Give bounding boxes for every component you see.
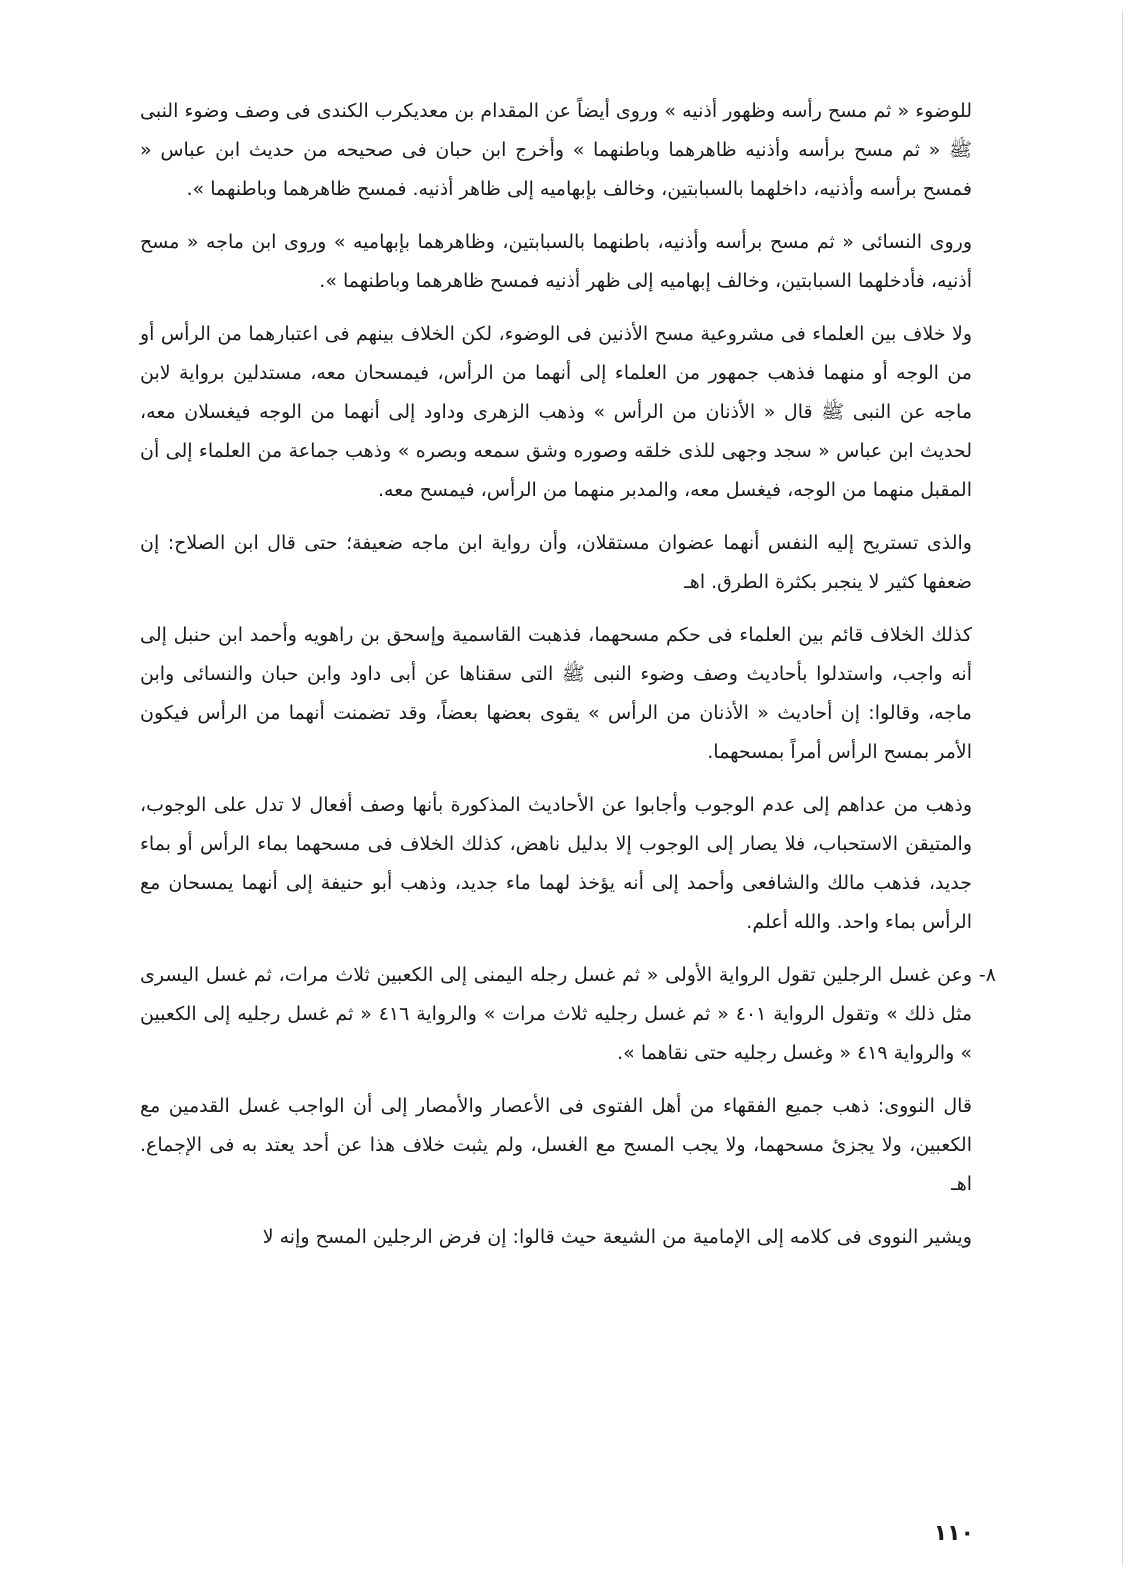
scan-edge-line: [1122, 10, 1123, 1566]
paragraph-5: كذلك الخلاف قائم بين العلماء فى حكم مسحهما، فذهبت القاسمية وإسحق بن راهويه وأحمد ابن حنبل إلى أنه واجب، واستدلوا بأحاديث وصف وضوء النبى ﷺ التى سقناها عن أبى داود وابن حبان والنسائى وابن ماجه، وقالوا: إن أحاديث « الأذنان من الرأس » يقوى بعضها بعضاً، وقد تضمنت أنهما من الرأس فيكون الأمر بمسح الرأس أمراً بمسحهما.: [140, 624, 972, 763]
item-number: ٨-: [978, 964, 996, 986]
numbered-item-8: [140, 956, 996, 1073]
paragraph-2: وروى النسائى « ثم مسح برأسه وأذنيه، باطنهما بالسبابتين، وظاهرهما بإبهاميه » وروى ابن ماجه « مسح أذنيه، فأدخلهما السبابتين، وخالف إبهاميه إلى ظهر أذنيه فمسح ظاهرهما وباطنهما ».: [140, 231, 972, 292]
page-body: [140, 92, 996, 1271]
paragraph-4: والذى تستريح إليه النفس أنهما عضوان مستقلان، وأن رواية ابن ماجه ضعيفة؛ حتى قال ابن الصلاح: إن ضعفها كثير لا ينجبر بكثرة الطرق. اهـ: [140, 532, 972, 593]
paragraph-6: وذهب من عداهم إلى عدم الوجوب وأجابوا عن الأحاديث المذكورة بأنها وصف أفعال لا تدل على الوجوب، والمتيقن الاستحباب، فلا يصار إلى الوجوب إلا بدليل ناهض، كذلك الخلاف فى مسحهما بماء الرأس أو بماء جديد، فذهب مالك والشافعى وأحمد إلى أنه يؤخذ لهما ماء جديد، وذهب أبو حنيفة إلى أنهما يمسحان مع الرأس بماء واحد. والله أعلم.: [140, 794, 972, 933]
item-text: وعن غسل الرجلين تقول الرواية الأولى « ثم غسل رجله اليمنى إلى الكعبين ثلاث مرات، ثم غسل اليسرى مثل ذلك » وتقول الرواية ٤٠١ « ثم غسل رجليه ثلاث مرات » والرواية ٤١٦ « ثم غسل رجليه إلى الكعبين » والرواية ٤١٩ « وغسل رجليه حتى نقاهما ».: [140, 964, 973, 1064]
page-number: ١١٠: [933, 1521, 974, 1546]
paragraph-3: ولا خلاف بين العلماء فى مشروعية مسح الأذنين فى الوضوء، لكن الخلاف بينهم فى اعتبارهما من الرأس أو من الوجه أو منهما فذهب جمهور من العلماء إلى أنهما من الرأس، فيمسحان معه، مستدلين برواية لابن ماجه عن النبى ﷺ قال « الأذنان من الرأس » وذهب الزهرى وداود إلى أنهما من الوجه فيغسلان معه، لحديث ابن عباس « سجد وجهى للذى خلقه وصوره وشق سمعه وبصره » وذهب جماعة من العلماء إلى أن المقبل منهما من الوجه، فيغسل معه، والمدبر منهما من الرأس، فيمسح معه.: [140, 323, 972, 501]
paragraph-1: للوضوء « ثم مسح رأسه وظهور أذنيه » وروى أيضاً عن المقدام بن معديكرب الكندى فى وصف وضوء النبى ﷺ « ثم مسح برأسه وأذنيه ظاهرهما وباطنهما » وأخرج ابن حبان فى صحيحه من حديث ابن عباس « فمسح برأسه وأذنيه، داخلهما بالسبابتين، وخالف بإبهاميه إلى ظاهر أذنيه. فمسح ظاهرهما وباطنهما ».: [140, 100, 972, 200]
paragraph-8: ويشير النووى فى كلامه إلى الإمامية من الشيعة حيث قالوا: إن فرض الرجلين المسح وإنه لا: [262, 1226, 972, 1248]
paragraph-7: قال النووى: ذهب جميع الفقهاء من أهل الفتوى فى الأعصار والأمصار إلى أن الواجب غسل القدمين مع الكعبين، ولا يجزئ مسحهما، ولا يجب المسح مع الغسل، ولم يثبت خلاف هذا عن أحد يعتد به فى الإجماع. اهـ: [140, 1095, 972, 1195]
